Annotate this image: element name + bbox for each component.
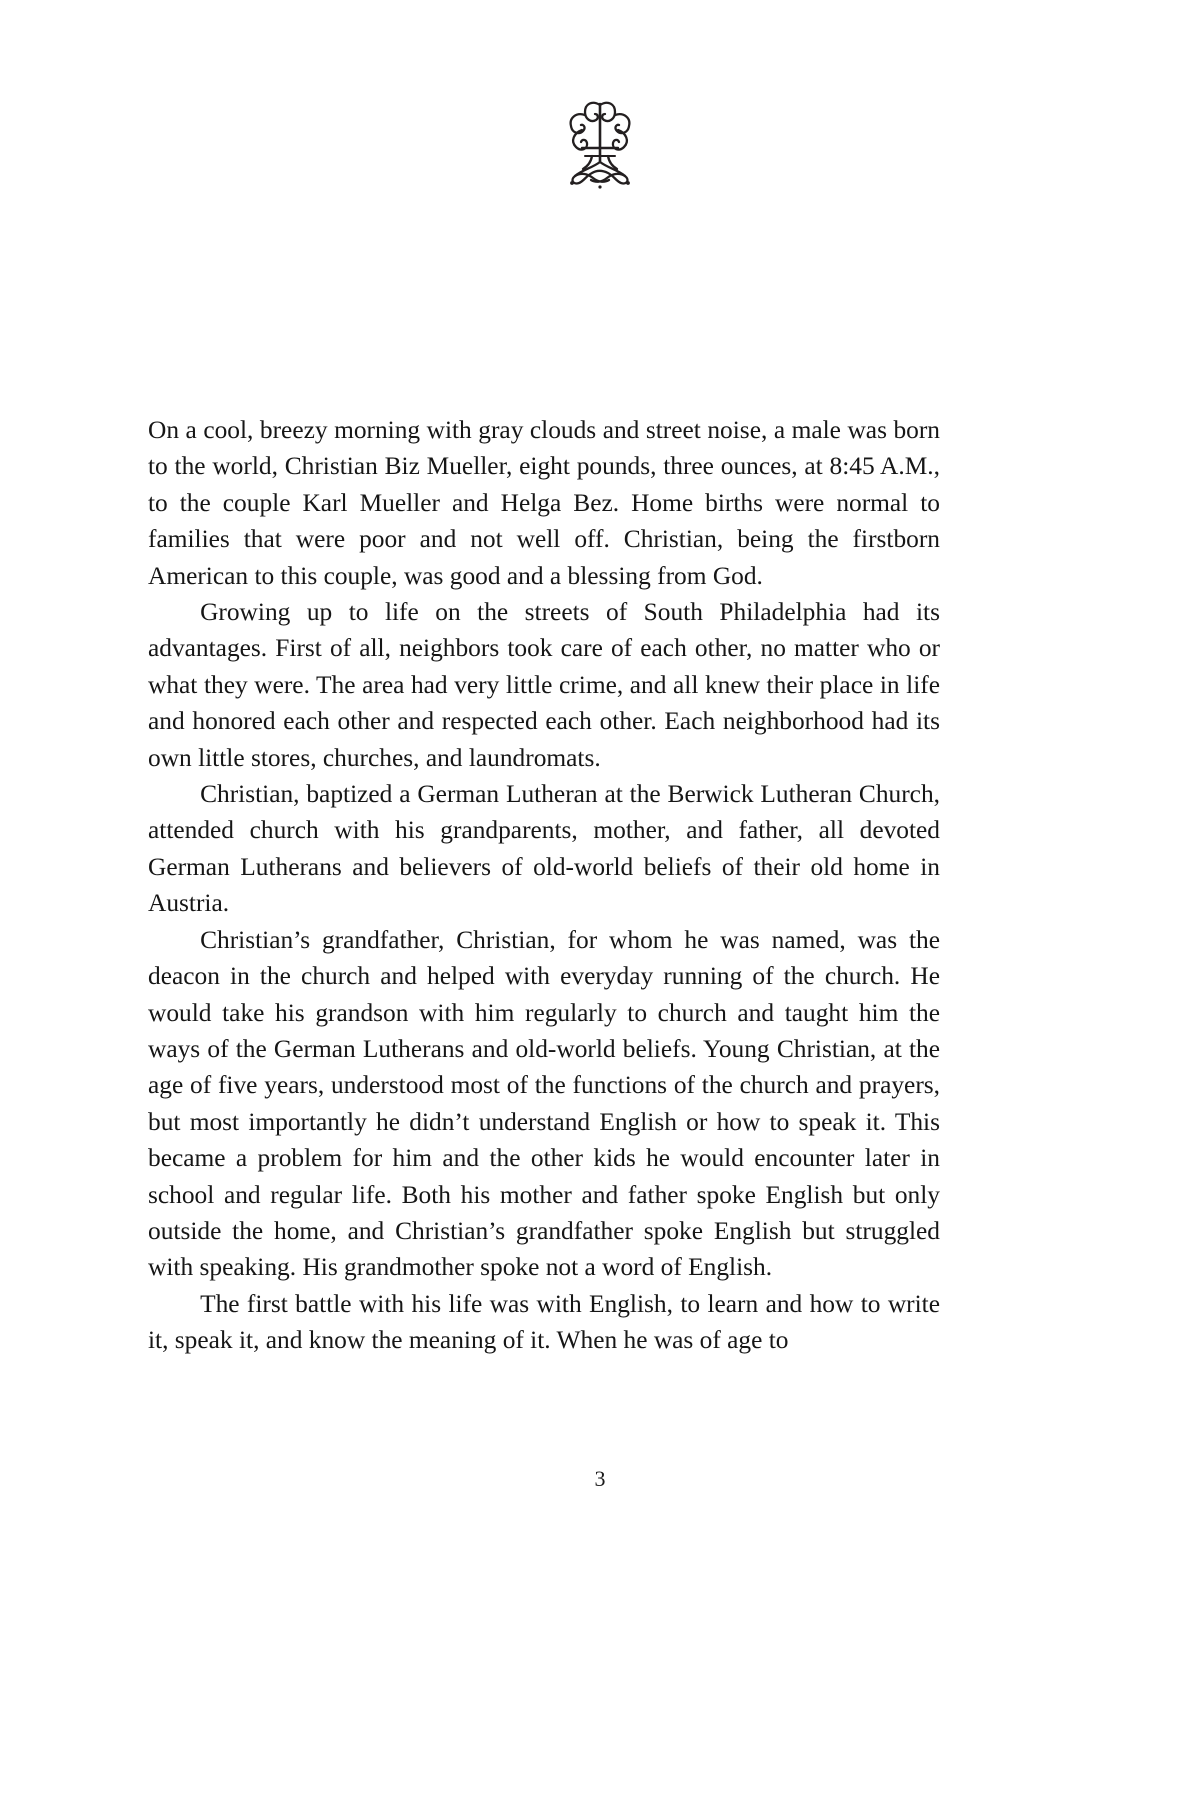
fleuron-ornament	[552, 88, 648, 192]
paragraph-2: Growing up to life on the streets of South Philadelphia had its advantages. First of all, neighbors took care of each other, no matter who or what they were. The area had very little crime, and all knew their place in life and honored each other and respected each other. Each neighborhood had its own little stores, churches, and laundromats.	[148, 598, 940, 772]
page-number: 3	[594, 1466, 606, 1491]
paragraph-5: The first battle with his life was with English, to learn and how to write it, speak it, and know the meaning of it. When he was of age to	[148, 1289, 940, 1355]
paragraph-1: On a cool, breezy morning with gray clouds and street noise, a male was born to the world, Christian Biz Mueller, eight pounds, three ounces, at 8:45 A.M., to the couple Karl Mueller and Helga Bez. Home births were normal to families that were poor and not well off. Christian, being the firstborn American to this couple, was good and a blessing from God.	[148, 416, 940, 590]
body-text	[148, 412, 940, 1359]
ornament-container	[0, 88, 1200, 192]
paragraph-4: Christian’s grandfather, Christian, for whom he was named, was the deacon in the church and helped with everyday running of the church. He would take his grandson with him regularly to church and taught him the ways of the German Lutherans and old-world beliefs. Young Christian, at the age of five years, understood most of the functions of the church and prayers, but most importantly he didn’t understand English or how to speak it. This became a problem for him and the other kids he would encounter later in school and regular life. Both his mother and father spoke English but only outside the home, and Christian’s grandfather spoke English but struggled with speaking. His grandmother spoke not a word of English.	[148, 925, 940, 1282]
paragraph-3: Christian, baptized a German Lutheran at the Berwick Lutheran Church, attended church with his grandparents, mother, and father, all devoted German Lutherans and believers of old-world beliefs of their old home in Austria.	[148, 780, 940, 918]
